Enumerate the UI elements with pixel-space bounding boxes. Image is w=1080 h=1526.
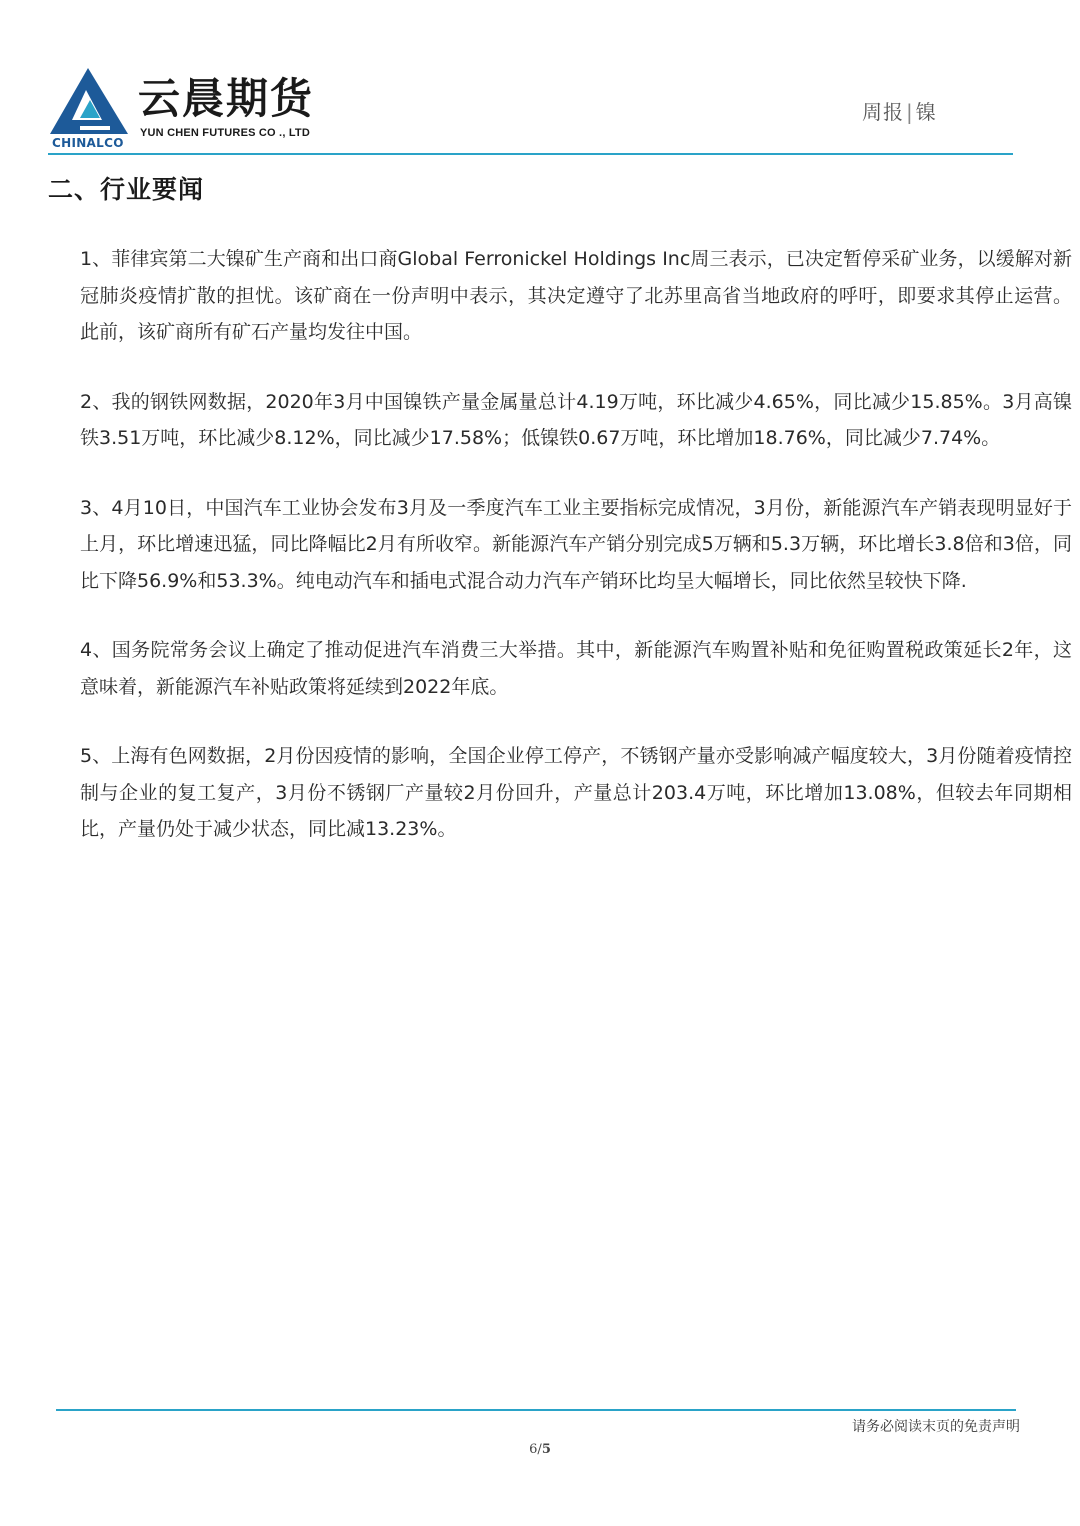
header-separator: |: [906, 100, 914, 124]
brand-name-cn: 云晨期货: [138, 74, 315, 123]
page-header: [0, 0, 1080, 160]
page-number: [0, 1442, 1080, 1457]
section-title: 二、行业要闻: [48, 175, 205, 204]
chinalco-logo-icon: [50, 68, 128, 138]
news-item: 5、上海有色网数据，2月份因疫情的影响，全国企业停工停产，不锈钢产量亦受影响减产幅度较大，3月份随着疫情控制与企业的复工复产，3月份不锈钢厂产量较2月份回升，产量总计203.4万吨，环比增加13.08%，但较去年同期相比，产量仍处于减少状态，同比减13.23%。: [80, 745, 1072, 840]
page-current: 6: [529, 1442, 538, 1457]
report-type: 周报: [862, 100, 904, 124]
commodity-name: 镍: [915, 100, 937, 124]
header-divider: [48, 153, 1013, 155]
brand-name-en: YUN CHEN FUTURES CO ., LTD: [140, 127, 310, 139]
logo-wordmark: CHINALCO: [52, 136, 124, 150]
report-type-label: [862, 96, 937, 125]
disclaimer-text: 请务必阅读末页的免责声明: [852, 1419, 1020, 1435]
page-total: 5: [541, 1442, 551, 1457]
news-item: 2、我的钢铁网数据，2020年3月中国镍铁产量金属量总计4.19万吨，环比减少4.65%，同比减少15.85%。3月高镍铁3.51万吨，环比减少8.12%，同比减少17.58%；低镍铁0.67万吨，环比增加18.76%，同比减少7.74%。: [80, 390, 1072, 449]
news-item: 3、4月10日，中国汽车工业协会发布3月及一季度汽车工业主要指标完成情况，3月份，新能源汽车产销表现明显好于上月，环比增速迅猛，同比降幅比2月有所收窄。新能源汽车产销分别完成5万辆和5.3万辆，环比增长3.8倍和3倍，同比下降56.9%和53.3%。纯电动汽车和插电式混合动力汽车产销环比均呈大幅增长，同比依然呈较快下降.: [80, 496, 1072, 592]
footer-divider: [56, 1409, 1016, 1411]
news-item: 1、菲律宾第二大镍矿生产商和出口商Global Ferronickel Holdings Inc周三表示，已决定暂停采矿业务，以缓解对新冠肺炎疫情扩散的担忧。该矿商在一份声明中表示，其决定遵守了北苏里高省当地政府的呼吁，即要求其停止运营。 此前，该矿商所有矿石产量均发往中国。: [80, 248, 1072, 343]
page-separator: /: [537, 1442, 542, 1457]
news-list: [80, 241, 1072, 881]
news-item: 4、国务院常务会议上确定了推动促进汽车消费三大举措。其中，新能源汽车购置补贴和免征购置税政策延长2年，这意味着，新能源汽车补贴政策将延续到2022年底。: [80, 639, 1072, 698]
